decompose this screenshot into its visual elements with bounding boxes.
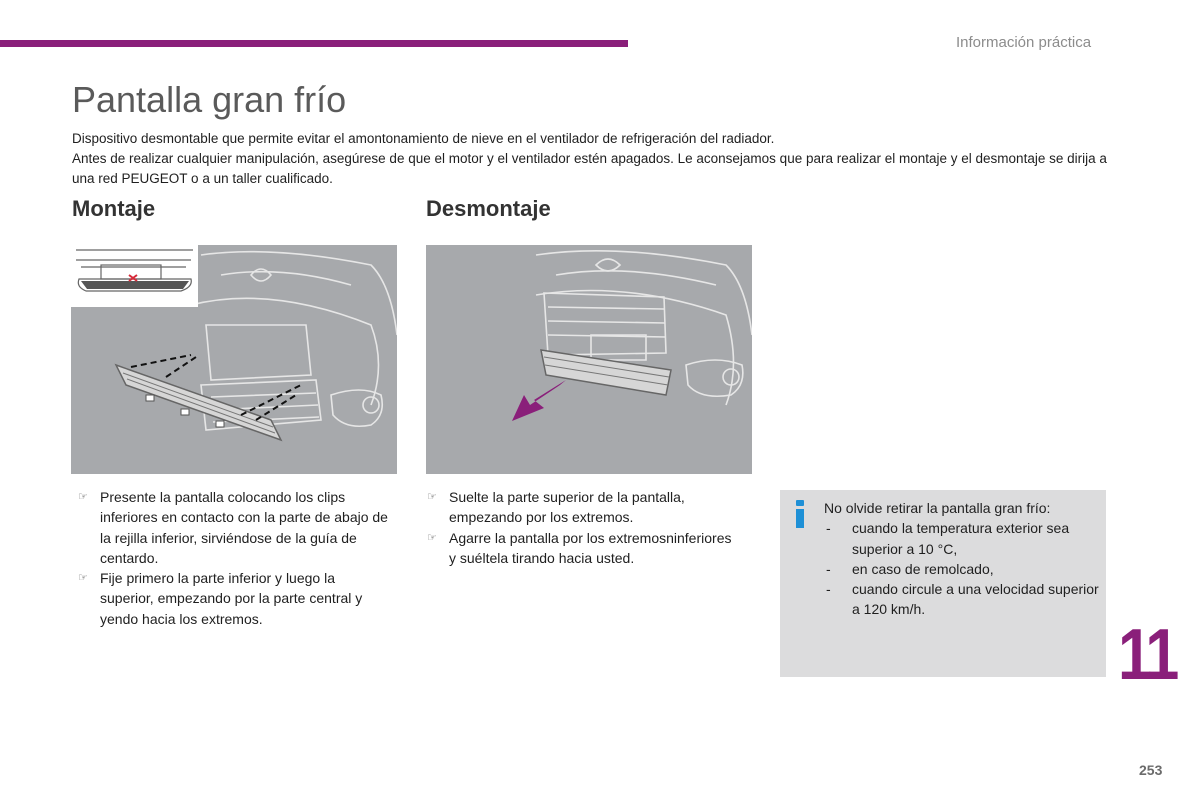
dash-bullet: - <box>826 560 831 577</box>
info-note-box <box>780 490 1106 677</box>
top-accent-bar <box>0 40 628 47</box>
pointing-hand-icon: ☞ <box>78 572 88 585</box>
step-text: Agarre la pantalla por los extremosninferiores y suéltela tirando hacia usted. <box>449 529 732 566</box>
info-item-text: cuando la temperatura exterior sea superior a 10 °C, <box>852 520 1070 557</box>
info-icon <box>794 500 806 528</box>
info-note-list <box>824 518 1099 619</box>
montaje-illustration <box>71 245 397 474</box>
info-item-text: cuando circule a una velocidad superior a 120 km/h. <box>852 581 1099 618</box>
step-text: Presente la pantalla colocando los clips inferiores en contacto con la parte de abajo de la rejilla inferior, sirviéndose de la guía de centardo. <box>100 489 388 566</box>
page-number: 253 <box>1139 762 1163 778</box>
step-text: Suelte la parte superior de la pantalla, empezando por los extremos. <box>449 489 685 526</box>
pointing-hand-icon: ☞ <box>427 531 437 544</box>
page-title: Pantalla gran frío <box>72 79 347 120</box>
list-item <box>427 528 737 569</box>
desmontaje-steps <box>427 487 737 568</box>
montaje-illustration-drawing <box>71 245 397 474</box>
intro-line-1: Dispositivo desmontable que permite evitar el amontonamiento de nieve en el ventilador de refrigeración del radiador. <box>72 131 775 146</box>
montaje-steps <box>78 487 388 629</box>
dash-bullet: - <box>826 581 831 598</box>
desmontaje-heading: Desmontaje <box>426 196 551 221</box>
info-note-intro: No olvide retirar la pantalla gran frío: <box>824 500 1051 516</box>
pointing-hand-icon: ☞ <box>427 491 437 503</box>
pointing-hand-icon: ☞ <box>78 491 88 503</box>
list-item <box>427 487 737 528</box>
desmontaje-illustration-drawing <box>426 245 752 474</box>
step-text: Fije primero la parte inferior y luego la superior, empezando por la parte central y yendo hacia los extremos. <box>100 570 363 627</box>
list-item <box>78 568 388 629</box>
list-item <box>824 559 1099 579</box>
dash-bullet: - <box>826 520 831 537</box>
list-item <box>78 487 388 568</box>
list-item <box>824 579 1099 620</box>
intro-line-2: Antes de realizar cualquier manipulación, asegúrese de que el motor y el ventilador estén apagados. Le aconsejamos que para realizar el montaje y el desmontaje se dirija a una red PEUGEOT o a un taller cualificado. <box>72 151 1107 186</box>
section-header: Información práctica <box>956 34 1092 51</box>
info-note-text <box>824 498 1099 620</box>
desmontaje-illustration <box>426 245 752 474</box>
intro-text <box>72 129 1132 189</box>
montaje-heading: Montaje <box>72 196 156 221</box>
info-item-text: en caso de remolcado, <box>852 560 994 577</box>
list-item <box>824 518 1099 559</box>
chapter-number: 11 <box>1118 615 1176 695</box>
